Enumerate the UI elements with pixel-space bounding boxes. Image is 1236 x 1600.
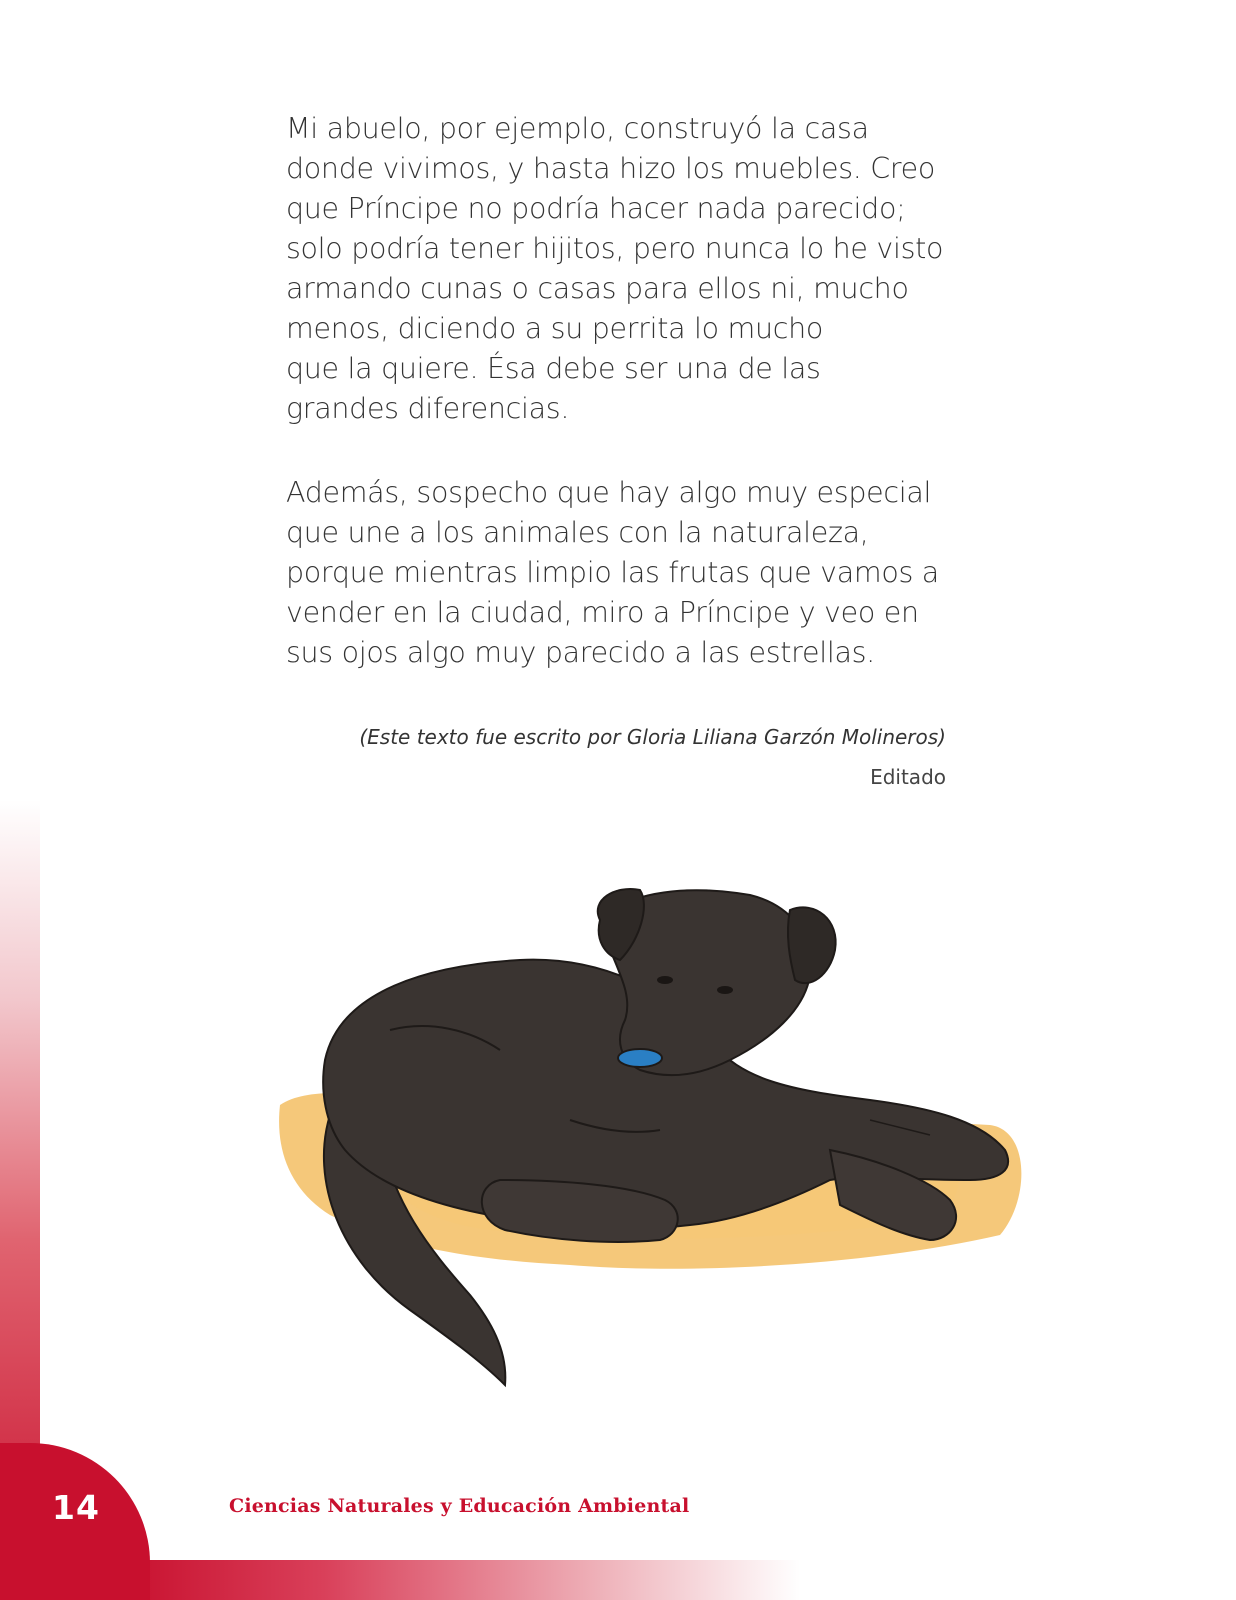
running-footer-title: Ciencias Naturales y Educación Ambiental	[229, 1495, 690, 1517]
text-line: Mi abuelo, por ejemplo, construyó la casa	[286, 112, 869, 145]
author-attribution: (Este texto fue escrito por Gloria Liliana Garzón Molineros)	[359, 725, 946, 749]
text-line: armando cunas o casas para ellos ni, mucho	[286, 272, 909, 305]
page-number: 14	[52, 1488, 100, 1527]
text-line: que Príncipe no podría hacer nada parecido;	[286, 192, 906, 225]
text-line: que une a los animales con la naturaleza,	[286, 516, 869, 549]
text-line: vender en la ciudad, miro a Príncipe y veo en	[286, 596, 919, 629]
dog-illustration	[270, 880, 1050, 1400]
text-line: donde vivimos, y hasta hizo los muebles. Creo	[286, 152, 936, 185]
dog-ear-right	[788, 907, 836, 983]
text-line: menos, diciendo a su perrita lo mucho	[286, 312, 824, 345]
text-line: Además, sospecho que hay algo muy especial	[286, 476, 932, 509]
story-paragraph-2	[286, 473, 946, 673]
story-paragraph-1	[286, 109, 946, 429]
text-line: solo podría tener hijitos, pero nunca lo he visto	[286, 232, 944, 265]
text-line: grandes diferencias.	[286, 392, 570, 425]
text-line: porque mientras limpio las frutas que vamos a	[286, 556, 939, 589]
text-line: sus ojos algo muy parecido a las estrellas.	[286, 636, 875, 669]
dog-nose	[618, 1049, 662, 1067]
text-line: que la quiere. Ésa debe ser una de las	[286, 352, 821, 385]
edited-note: Editado	[870, 765, 946, 789]
dog-eye	[657, 976, 673, 984]
bottom-gradient-band	[120, 1560, 800, 1600]
dog-eye	[717, 986, 733, 994]
